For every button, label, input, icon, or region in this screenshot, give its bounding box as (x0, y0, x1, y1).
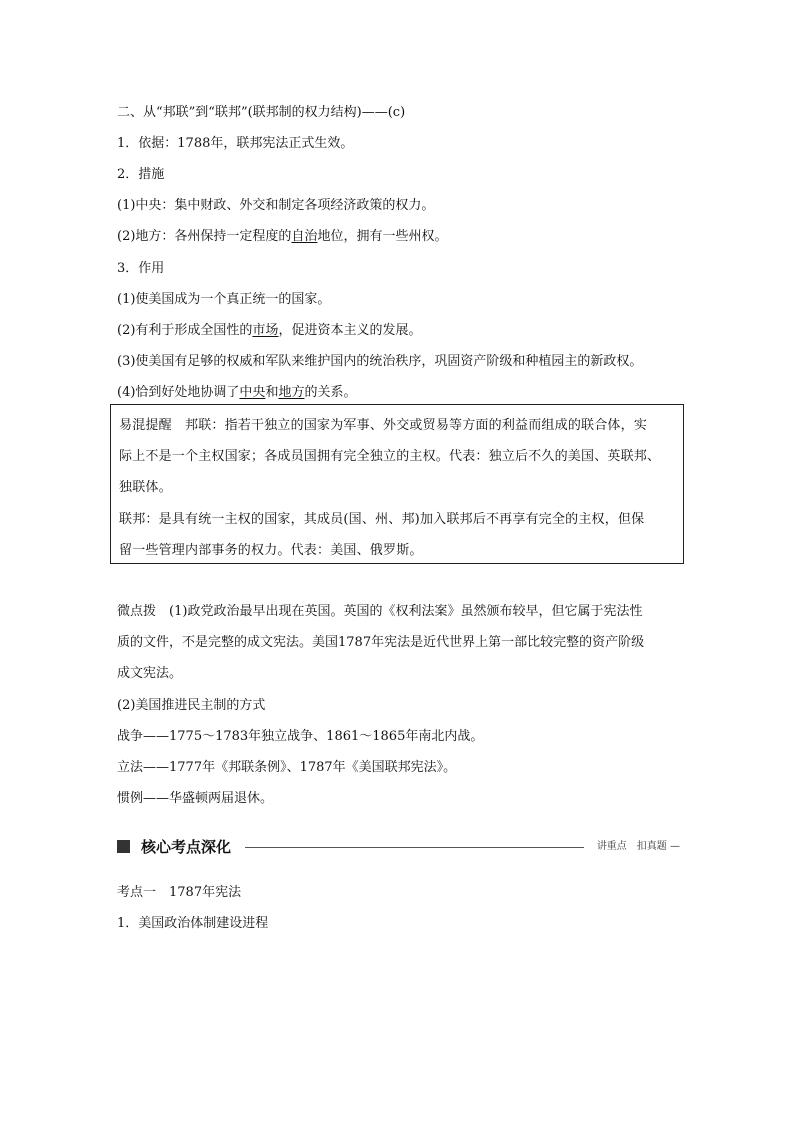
micro-tip-text-1: (1)政党政治最早出现在英国。英国的《权利法案》虽然颁布较早，但它属于宪法性 (169, 604, 643, 619)
confusion-text-1: 邦联：指若干独立的国家为军事、外交或贸易等方面的利益而组成的联合体，实 (185, 418, 648, 433)
effect-2-text-a: (2)有利于形成全国性的 (117, 323, 253, 338)
micro-tip-line-6: 立法——1777年《邦联条例》、1787年《美国联邦宪法》。 (117, 760, 457, 775)
core-section-title: 核心考点深化 (141, 838, 232, 856)
point-1-heading: 考点一 1787年宪法 (117, 885, 242, 900)
confusion-line-4: 联邦：是具有统一主权的国家，其成员(国、州、邦)加入联邦后不再享有完全的主权，但保 (119, 512, 645, 527)
effect-4-text-b: 的关系。 (304, 385, 357, 400)
effect-2-text-b: ，促进资本主义的发展。 (278, 323, 422, 338)
effect-4-underlined-local: 地方 (278, 385, 305, 400)
confusion-line-1 (119, 417, 647, 435)
measures-label: 2．措施 (117, 167, 165, 182)
effect-1: (1)使美国成为一个真正统一的国家。 (117, 292, 331, 307)
effect-4-text-mid: 和 (265, 385, 279, 400)
micro-tip-line-4: (2)美国推进民主制的方式 (117, 698, 266, 713)
measure-local (117, 228, 447, 246)
micro-tip-line-2: 质的文件，不是完整的成文宪法。美国1787年宪法是近代世界上第一部比较完整的资产阶级 (117, 635, 645, 650)
confusion-reminder-box (110, 404, 684, 564)
measure-local-underlined: 自治 (291, 229, 318, 244)
confusion-line-2: 际上不是一个主权国家；各成员国拥有完全独立的主权。代表：独立后不久的美国、英联邦、 (119, 449, 661, 464)
core-section-header (117, 837, 680, 857)
effect-4 (117, 384, 356, 402)
confusion-label: 易混提醒 (119, 418, 172, 433)
confusion-line-5: 留一些管理内部事务的权力。代表：美国、俄罗斯。 (119, 543, 423, 558)
confusion-line-3: 独联体。 (119, 480, 172, 495)
micro-tip-line-1 (117, 603, 642, 621)
basis-line: 1．依据：1788年，联邦宪法正式生效。 (117, 136, 354, 151)
measure-local-text-a: (2)地方：各州保持一定程度的 (117, 229, 292, 244)
section-heading: 二、从“邦联”到“联邦”(联邦制的权力结构)——(c) (117, 105, 406, 120)
micro-tip-line-5: 战争——1775～1783年独立战争、1861～1865年南北内战。 (117, 729, 484, 744)
effect-4-underlined-central: 中央 (239, 385, 266, 400)
effect-2 (117, 322, 421, 340)
point-1-item-1: 1．美国政治体制建设进程 (117, 916, 269, 931)
micro-tip-line-7: 惯例——华盛顿两届退休。 (117, 791, 274, 806)
effect-label: 3．作用 (117, 261, 165, 276)
measure-central: (1)中央：集中财政、外交和制定各项经济政策的权力。 (117, 198, 435, 213)
measure-local-text-b: 地位，拥有一些州权。 (317, 229, 448, 244)
micro-tip-label: 微点拨 (117, 604, 157, 619)
effect-2-underlined: 市场 (252, 323, 279, 338)
effect-3: (3)使美国有足够的权威和军队来维护国内的统治秩序，巩固资产阶级和种植园主的新政权。 (117, 354, 643, 369)
effect-4-text-a: (4)恰到好处地协调了 (117, 385, 240, 400)
core-section-subtitle: 讲重点 扣真题 — (596, 841, 680, 852)
section-divider (245, 847, 584, 848)
micro-tip-line-3: 成文宪法。 (117, 666, 183, 681)
square-icon (117, 840, 130, 853)
